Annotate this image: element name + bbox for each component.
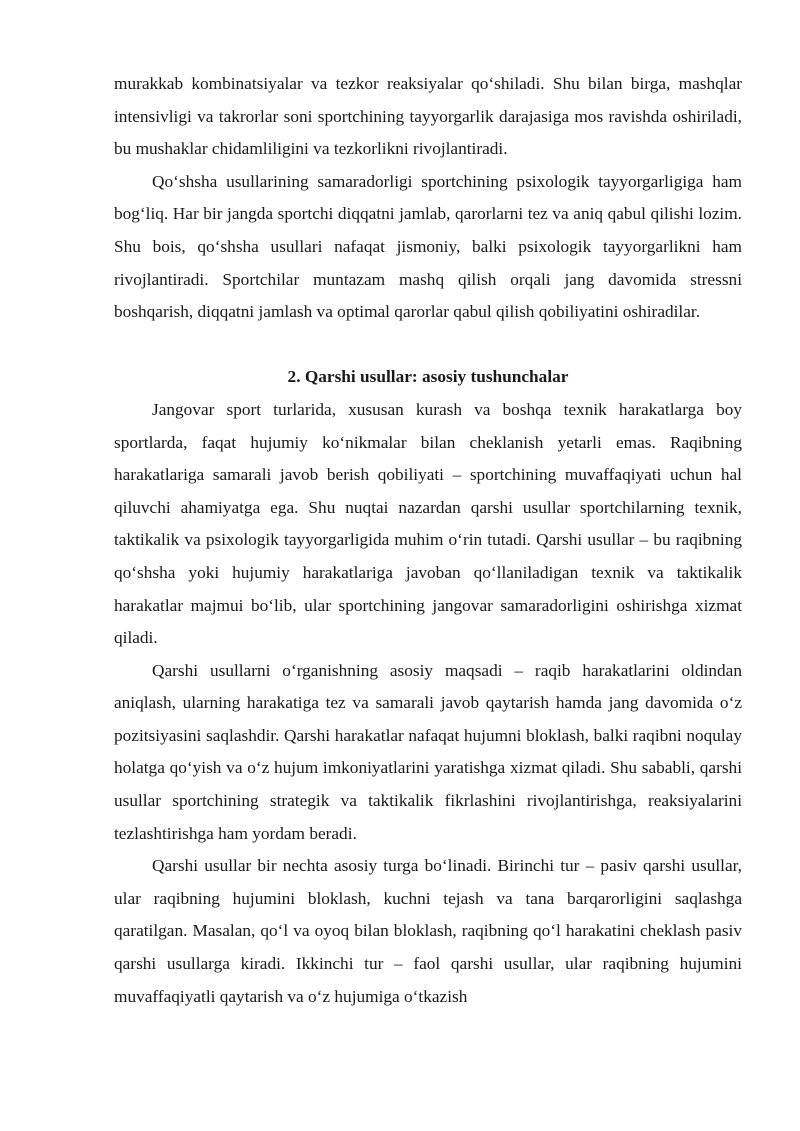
paragraph-counter-techniques-intro: Jangovar sport turlarida, xususan kurash va boshqa texnik harakatlarga boy sportlarda, faqat hujumiy ko‘nikmalar bilan cheklanish yetarli emas. Raqibning harakatlariga samarali javob berish qobiliyati – sportchining muvaffaqiyati uchun hal qiluvchi ahamiyatga ega. Shu nuqtai nazardan qarshi usullar sportchilarning texnik, taktikalik va psixologik tayyorgarligida muhim o‘rin tutadi. Qarshi usullar – bu raqibning qo‘shsha yoki hujumiy harakatlariga javoban qo‘llaniladigan texnik va taktikalik harakatlar majmui bo‘lib, ular sportchining jangovar samaradorligini oshirishga xizmat qiladi. — [114, 399, 742, 648]
section-heading: 2. Qarshi usullar: asosiy tushunchalar — [287, 367, 569, 387]
paragraph-continuation: murakkab kombinatsiyalar va tezkor reaksiyalar qo‘shiladi. Shu bilan birga, mashqlar intensivligi va takrorlar soni sportchining tayyorgarlik darajasiga mos ravishda oshiriladi, bu mushaklar chidamliligini va tezkorlikni rivojlantiradi. — [114, 74, 742, 159]
paragraph-counter-techniques-types: Qarshi usullar bir nechta asosiy turga bo‘linadi. Birinchi tur – pasiv qarshi usullar, ular raqibning hujumini bloklash, kuchni tejash va tana barqarorligini saqlashga qaratilgan. Masalan, qo‘l va oyoq bilan bloklash, raqibning qo‘l harakatini cheklash pasiv qarshi usullarga kiradi. Ikkinchi tur – faol qarshi usullar, ular raqibning hujumini muvaffaqiyatli qaytarish va o‘z hujumiga o‘tkazish — [114, 856, 742, 1006]
paragraph-psychological-readiness: Qo‘shsha usullarining samaradorligi sportchining psixologik tayyorgarligiga ham bog‘liq. Har bir jangda sportchi diqqatni jamlab, qarorlarni tez va aniq qabul qilishi lozim. Shu bois, qo‘shsha usullari nafaqat jismoniy, balki psixologik tayyorgarlikni ham rivojlantiradi. Sportchilar muntazam mashq qilish orqali jang davomida stressni boshqarish, diqqatni jamlash va optimal qarorlar qabul qilish qobiliyatini oshiradilar. — [114, 171, 742, 322]
paragraph-gap — [114, 329, 742, 362]
paragraph-counter-techniques-goal: Qarshi usullarni o‘rganishning asosiy maqsadi – raqib harakatlarini oldindan aniqlash, ularning harakatiga tez va samarali javob qaytarish hamda jang davomida o‘z pozitsiyasini saqlashdir. Qarshi harakatlar nafaqat hujumni bloklash, balki raqibni noqulay holatga qo‘yish va o‘z hujum imkoniyatlarini yaratishga xizmat qiladi. Shu sababli, qarshi usullar sportchining strategik va taktikalik fikrlashini rivojlantirishga, reaksiyalarini tezlashtirishga ham yordam beradi. — [114, 660, 742, 843]
document-page — [114, 68, 742, 1013]
